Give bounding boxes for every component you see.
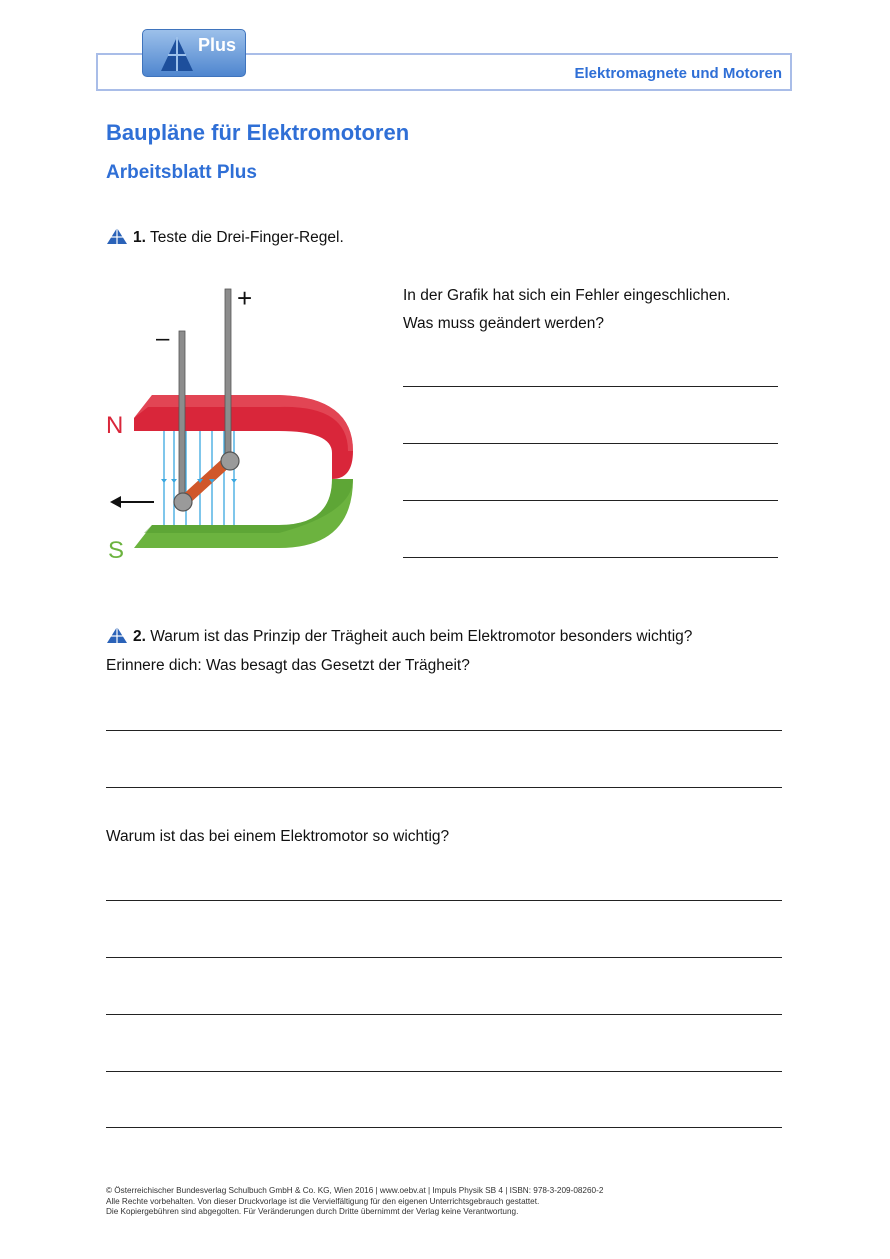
footer: [106, 1186, 603, 1218]
answer-line[interactable]: [106, 1014, 782, 1015]
minus-label: –: [156, 325, 170, 352]
task-2: [133, 628, 692, 646]
minus-wire: [179, 331, 185, 501]
task-2-question-2: Warum ist das bei einem Elektromotor so wichtig?: [106, 828, 450, 845]
answer-line[interactable]: [106, 787, 782, 788]
plus-wire: [225, 289, 231, 459]
force-arrow-icon: [110, 496, 154, 508]
answer-line[interactable]: [106, 1071, 782, 1072]
task-triangle-icon: [106, 227, 128, 245]
plus-logo: [142, 29, 246, 77]
answer-line[interactable]: [403, 500, 778, 501]
page-title: Baupläne für Elektromotoren: [106, 120, 410, 145]
task-1: [133, 229, 344, 247]
task-1-number: 1.: [133, 229, 146, 246]
rod-end-left: [174, 493, 192, 511]
task-1-question-line-1: In der Grafik hat sich ein Fehler eingeschlichen.: [403, 287, 731, 304]
rod-end-right: [221, 452, 239, 470]
task-1-text: Teste die Drei-Finger-Regel.: [149, 229, 344, 246]
south-label: S: [108, 537, 125, 564]
task-2-text-2: Erinnere dich: Was besagt das Gesetzt der Trägheit?: [106, 657, 470, 674]
page-subtitle: Arbeitsblatt Plus: [106, 162, 257, 183]
answer-line[interactable]: [106, 730, 782, 731]
task-triangle-icon: [106, 626, 128, 644]
north-magnet: [134, 395, 353, 479]
answer-line[interactable]: [403, 386, 778, 387]
south-magnet: [134, 479, 353, 548]
answer-line[interactable]: [403, 443, 778, 444]
plus-label: +: [237, 283, 253, 313]
task-1-question-line-2: Was muss geändert werden?: [403, 315, 605, 332]
north-label: N: [106, 412, 124, 439]
answer-line[interactable]: [106, 957, 782, 958]
footer-line-3: Die Kopiergebühren sind abgegolten. Für Veränderungen durch Dritte übernimmt der Verlag keine Verantwortung.: [106, 1207, 519, 1216]
footer-line-2: Alle Rechte vorbehalten. Von dieser Druckvorlage ist die Vervielfältigung für den eigenen Unterrichtsgebrauch gestattet.: [106, 1196, 540, 1206]
footer-line-1: © Österreichischer Bundesverlag Schulbuch GmbH & Co. KG, Wien 2016 | www.oebv.at | Impuls Physik SB 4 | ISBN: 978-3-209-08260-2: [106, 1186, 604, 1195]
logo-text: Plus: [198, 35, 237, 55]
task-2-text: Warum ist das Prinzip der Trägheit auch beim Elektromotor besonders wichtig?: [150, 628, 693, 645]
header-title: Elektromagnete und Motoren: [574, 65, 782, 82]
answer-line[interactable]: [106, 1127, 782, 1128]
task-2-number: 2.: [133, 628, 146, 645]
triangle-logo-icon: [159, 35, 195, 73]
three-finger-rule-figure: [104, 283, 356, 568]
answer-line[interactable]: [106, 900, 782, 901]
answer-line[interactable]: [403, 557, 778, 558]
